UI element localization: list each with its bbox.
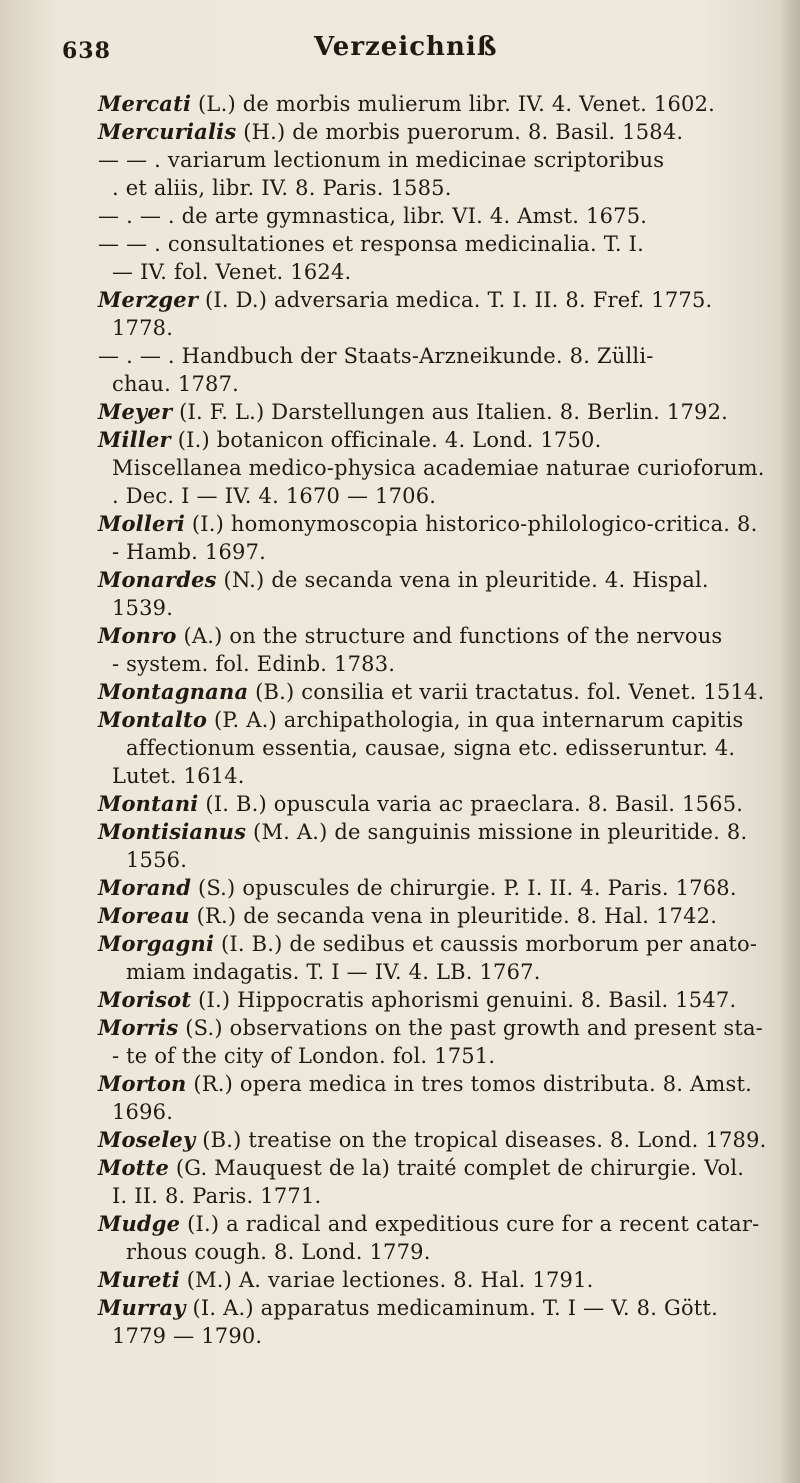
index-line: Morris (S.) observations on the past growth and present sta- <box>98 1015 763 1040</box>
index-line: — . — . de arte gymnastica, libr. VI. 4. Amst. 1675. <box>98 204 648 228</box>
index-line: Miller (I.) botanicon officinale. 4. Lond. 1750. <box>98 427 602 452</box>
index-line: rhous cough. 8. Lond. 1779. <box>126 1240 431 1264</box>
index-line: I. II. 8. Paris. 1771. <box>112 1184 322 1208</box>
index-line: affectionum essentia, causae, signa etc. edisseruntur. 4. <box>126 736 736 760</box>
index-line: Molleri (I.) homonymoscopia historico-philologico-critica. 8. <box>98 511 758 536</box>
index-line: Moseley (B.) treatise on the tropical diseases. 8. Lond. 1789. <box>98 1127 767 1152</box>
index-line: . et aliis, libr. IV. 8. Paris. 1585. <box>112 176 452 200</box>
index-line: Mureti (M.) A. variae lectiones. 8. Hal. 1791. <box>98 1267 594 1292</box>
running-head: Verzeichniß <box>314 32 498 62</box>
index-line: Merzger (I. D.) adversaria medica. T. I. II. 8. Fref. 1775. <box>98 287 713 312</box>
index-line: 1778. <box>112 316 174 340</box>
index-line: Miscellanea medico-physica academiae naturae curioforum. <box>112 456 765 480</box>
index-line: Lutet. 1614. <box>112 764 245 788</box>
page-header <box>60 24 710 64</box>
index-line: 1696. <box>112 1100 174 1124</box>
index-line: - system. fol. Edinb. 1783. <box>112 652 396 676</box>
index-line: 1779 — 1790. <box>112 1324 263 1348</box>
index-line: - te of the city of London. fol. 1751. <box>112 1044 496 1068</box>
index-line: Monro (A.) on the structure and functions of the nervous <box>98 623 723 648</box>
index-line: — . — . Handbuch der Staats-Arzneikunde. 8. Zülli- <box>98 344 654 368</box>
index-line: Montagnana (B.) consilia et varii tractatus. fol. Venet. 1514. <box>98 679 765 704</box>
index-line: — — . variarum lectionum in medicinae scriptoribus <box>98 148 665 172</box>
index-line: Montani (I. B.) opuscula varia ac praeclara. 8. Basil. 1565. <box>98 791 744 816</box>
index-line: Mercati (L.) de morbis mulierum libr. IV. 4. Venet. 1602. <box>98 91 716 116</box>
index-line: Morgagni (I. B.) de sedibus et caussis morborum per anato- <box>98 931 758 956</box>
index-line: Montisianus (M. A.) de sanguinis missione in pleuritide. 8. <box>98 819 748 844</box>
index-line: Motte (G. Mauquest de la) traité complet de chirurgie. Vol. <box>98 1155 745 1180</box>
index-line: Montalto (P. A.) archipathologia, in qua internarum capitis <box>98 707 744 732</box>
index-line: Monardes (N.) de secanda vena in pleuritide. 4. Hispal. <box>98 567 709 592</box>
index-line: Morton (R.) opera medica in tres tomos distributa. 8. Amst. <box>98 1071 752 1096</box>
index-line: Meyer (I. F. L.) Darstellungen aus Italien. 8. Berlin. 1792. <box>98 399 729 424</box>
index-line: miam indagatis. T. I — IV. 4. LB. 1767. <box>126 960 541 984</box>
index-line: chau. 1787. <box>112 372 240 396</box>
index-line: — — . consultationes et responsa medicinalia. T. I. <box>98 232 644 256</box>
index-line: Morisot (I.) Hippocratis aphorismi genuini. 8. Basil. 1547. <box>98 987 737 1012</box>
index-line: - Hamb. 1697. <box>112 540 267 564</box>
index-line: Mudge (I.) a radical and expeditious cure for a recent catar- <box>98 1211 760 1236</box>
page-number: 638 <box>62 38 111 64</box>
index-line: Mercurialis (H.) de morbis puerorum. 8. Basil. 1584. <box>98 119 684 144</box>
index-line: Murray (I. A.) apparatus medicaminum. T. I — V. 8. Gött. <box>98 1295 718 1320</box>
index-line: 1539. <box>112 596 174 620</box>
index-line: 1556. <box>126 848 188 872</box>
index-line: Morand (S.) opuscules de chirurgie. P. I. II. 4. Paris. 1768. <box>98 875 737 900</box>
index-line: Moreau (R.) de secanda vena in pleuritide. 8. Hal. 1742. <box>98 903 718 928</box>
index-line: — IV. fol. Venet. 1624. <box>112 260 352 284</box>
index-line: . Dec. I — IV. 4. 1670 — 1706. <box>112 484 437 508</box>
